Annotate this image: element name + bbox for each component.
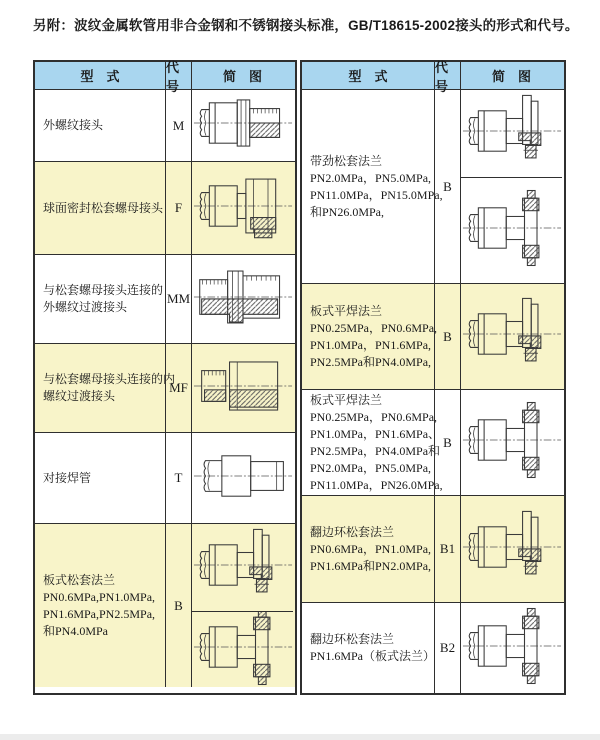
header-type-cell: [35, 62, 165, 89]
header-label: 型 式: [80, 69, 120, 84]
table-row: [302, 602, 564, 693]
header-label: 代号: [435, 59, 449, 94]
fitting-type-line: 外螺纹过渡接头: [43, 300, 128, 314]
fitting-type-line: PN2.0MPa，PN5.0MPa,: [310, 170, 432, 185]
fitting-type-cell: [35, 524, 165, 687]
page-title: 另附：波纹金属软管用非合金钢和不锈钢接头标准，GB/T18615-2002接头的形式和代号。: [33, 18, 579, 33]
hose-weld-flange-centered-diagram: [462, 401, 562, 484]
fitting-type-cell: [302, 496, 434, 602]
table-row: [302, 283, 564, 389]
fitting-code: F: [174, 200, 183, 215]
fitting-code-cell: [434, 284, 461, 389]
fitting-diagram-cell: [192, 90, 293, 161]
diagram-subcell: [192, 433, 293, 523]
fitting-type-line: PN2.5MPa，PN4.0MPa和: [310, 443, 441, 458]
diagram-subcell: [192, 524, 293, 611]
fitting-type-line: 板式松套法兰: [43, 572, 116, 587]
table-row: [35, 254, 295, 343]
fitting-type-line: PN2.5MPa和PN4.0MPa,: [310, 354, 432, 369]
diagram-subcell: [461, 390, 562, 495]
fitting-code: B: [443, 434, 452, 450]
fitting-code: M: [172, 117, 185, 133]
fitting-type-cell: [302, 603, 434, 693]
fitting-code-cell: [165, 90, 192, 161]
table-row: [35, 523, 295, 687]
table-header-row: [302, 59, 564, 94]
table-header-row: [35, 59, 295, 94]
table-row: [302, 495, 564, 602]
fitting-diagram-cell: [192, 433, 293, 523]
fitting-code-cell: [165, 433, 192, 523]
fitting-type-line: PN11.0MPa，PN26.0MPa,: [310, 477, 443, 492]
fitting-table-right: [300, 60, 566, 695]
fitting-code: MF: [169, 380, 188, 395]
fitting-type-line: 螺纹过渡接头: [43, 389, 116, 403]
hose-swivel-nut-diagram: [193, 167, 293, 250]
header-label: 简 图: [491, 69, 531, 84]
fitting-diagram-cell: [461, 284, 562, 389]
male-male-adapter-diagram: [193, 258, 293, 341]
fitting-type-line: 带劲松套法兰: [310, 153, 383, 168]
fitting-type-cell: [302, 90, 443, 283]
fitting-type-line: 板式平焊法兰: [310, 303, 383, 318]
fitting-diagram-cell: [461, 390, 562, 495]
fitting-code: B1: [439, 541, 456, 556]
fitting-type-cell: [35, 433, 165, 523]
fitting-diagram-cell: [461, 603, 562, 693]
fitting-type-line: PN0.25MPa，PN0.6MPa,: [310, 320, 438, 335]
diagram-subcell: [192, 611, 293, 687]
diagram-subcell: [192, 162, 293, 254]
fitting-type-line: 与松套螺母接头连接的内: [43, 372, 176, 386]
fitting-code-cell: [165, 255, 192, 343]
fitting-diagram-cell: [192, 162, 293, 254]
fitting-code: B: [443, 178, 452, 194]
fitting-type-cell: [35, 162, 165, 254]
diagram-subcell: [461, 496, 562, 602]
fitting-type-cell: [35, 90, 165, 161]
fitting-code-cell: [165, 524, 192, 687]
diagram-subcell: [192, 90, 293, 161]
fitting-type-cell: [35, 344, 176, 432]
fitting-type-line: 翻边环松套法兰: [310, 524, 395, 539]
hose-plate-flange-raised-diagram: [193, 526, 293, 609]
fitting-diagram-cell: [192, 255, 293, 343]
fitting-type-line: PN1.6MPa,PN2.5MPa,: [43, 606, 156, 621]
header-label: 简 图: [222, 69, 262, 84]
fitting-type-line: PN11.0MPa，PN15.0MPa,: [310, 187, 443, 202]
fitting-type-line: PN0.25MPa，PN0.6MPa,: [310, 409, 438, 424]
table-row: [35, 343, 295, 432]
fitting-code-cell: [434, 390, 461, 495]
hose-lap-flange-raised-diagram: [462, 508, 562, 591]
fitting-type-line: PN1.6MPa（板式法兰）: [310, 649, 436, 663]
fitting-diagram-cell: [192, 344, 293, 432]
header-code-cell: [165, 59, 192, 94]
scan-edge-shadow: [0, 734, 600, 740]
diagram-subcell: [461, 284, 562, 389]
hose-lap-flange-centered-diagram: [462, 607, 562, 690]
table-row: [35, 432, 295, 523]
fitting-type-line: 板式平焊法兰: [310, 392, 383, 407]
fitting-type-line: PN1.6MPa和PN2.0MPa,: [310, 558, 432, 573]
fitting-type-line: 和PN4.0MPa: [43, 623, 109, 638]
table-row: [302, 389, 564, 495]
fitting-type-line: 与松套螺母接头连接的: [43, 283, 164, 297]
header-code-cell: [434, 59, 461, 94]
fitting-type-line: 和PN26.0MPa,: [310, 204, 385, 219]
fitting-type-line: 球面密封松套螺母接头: [43, 200, 164, 215]
fitting-type-cell: [302, 390, 443, 495]
fitting-code-cell: [434, 496, 461, 602]
fitting-tables: [33, 60, 566, 695]
fitting-code-cell: [434, 90, 461, 283]
diagram-subcell: [461, 90, 562, 177]
fitting-diagram-cell: [461, 90, 562, 283]
fitting-code-cell: [434, 603, 461, 693]
fitting-type-line: PN1.0MPa，PN1.6MPa、: [310, 426, 441, 441]
fitting-type-line: 翻边环松套法兰: [310, 632, 395, 646]
hose-male-thread-diagram: [193, 90, 293, 161]
fitting-type-line: PN0.6MPa,PN1.0MPa,: [43, 589, 156, 604]
fitting-type-line: PN0.6MPa，PN1.0MPa,: [310, 541, 432, 556]
fitting-diagram-cell: [461, 496, 562, 602]
butt-weld-pipe-diagram: [193, 437, 293, 520]
header-type-cell: [302, 62, 434, 89]
diagram-subcell: [461, 177, 562, 283]
fitting-type-line: 外螺纹接头: [43, 118, 104, 132]
fitting-table-left: [33, 60, 297, 695]
fitting-code: B2: [439, 640, 456, 655]
table-row: [35, 161, 295, 254]
header-diagram-cell: [192, 62, 293, 89]
header-label: 型 式: [348, 69, 388, 84]
table-row: [35, 90, 295, 161]
diagram-subcell: [192, 255, 293, 343]
hose-weld-flange-raised-diagram: [462, 295, 562, 378]
fitting-type-line: PN1.0MPa，PN1.6MPa,: [310, 337, 432, 352]
hose-plate-flange-centered-diagram: [193, 611, 293, 687]
diagram-subcell: [461, 603, 562, 693]
diagram-subcell: [192, 344, 293, 432]
fitting-code-cell: [165, 344, 192, 432]
fitting-diagram-cell: [192, 524, 293, 687]
fitting-code: B: [443, 328, 452, 344]
fitting-code-cell: [165, 162, 192, 254]
fitting-code: MM: [166, 291, 191, 306]
fitting-type-cell: [35, 255, 165, 343]
fitting-code: B: [174, 597, 183, 613]
fitting-type-line: 对接焊管: [43, 470, 92, 485]
fitting-code: T: [174, 470, 183, 485]
fitting-type-cell: [302, 284, 438, 389]
fitting-type-line: PN2.0MPa，PN5.0MPa,: [310, 460, 432, 475]
header-label: 代号: [166, 59, 180, 94]
table-row: [302, 90, 564, 283]
male-female-adapter-diagram: [193, 347, 293, 430]
hose-neck-flange-centered-diagram: [462, 189, 562, 272]
hose-neck-flange-raised-diagram: [462, 92, 562, 175]
header-diagram-cell: [461, 62, 562, 89]
